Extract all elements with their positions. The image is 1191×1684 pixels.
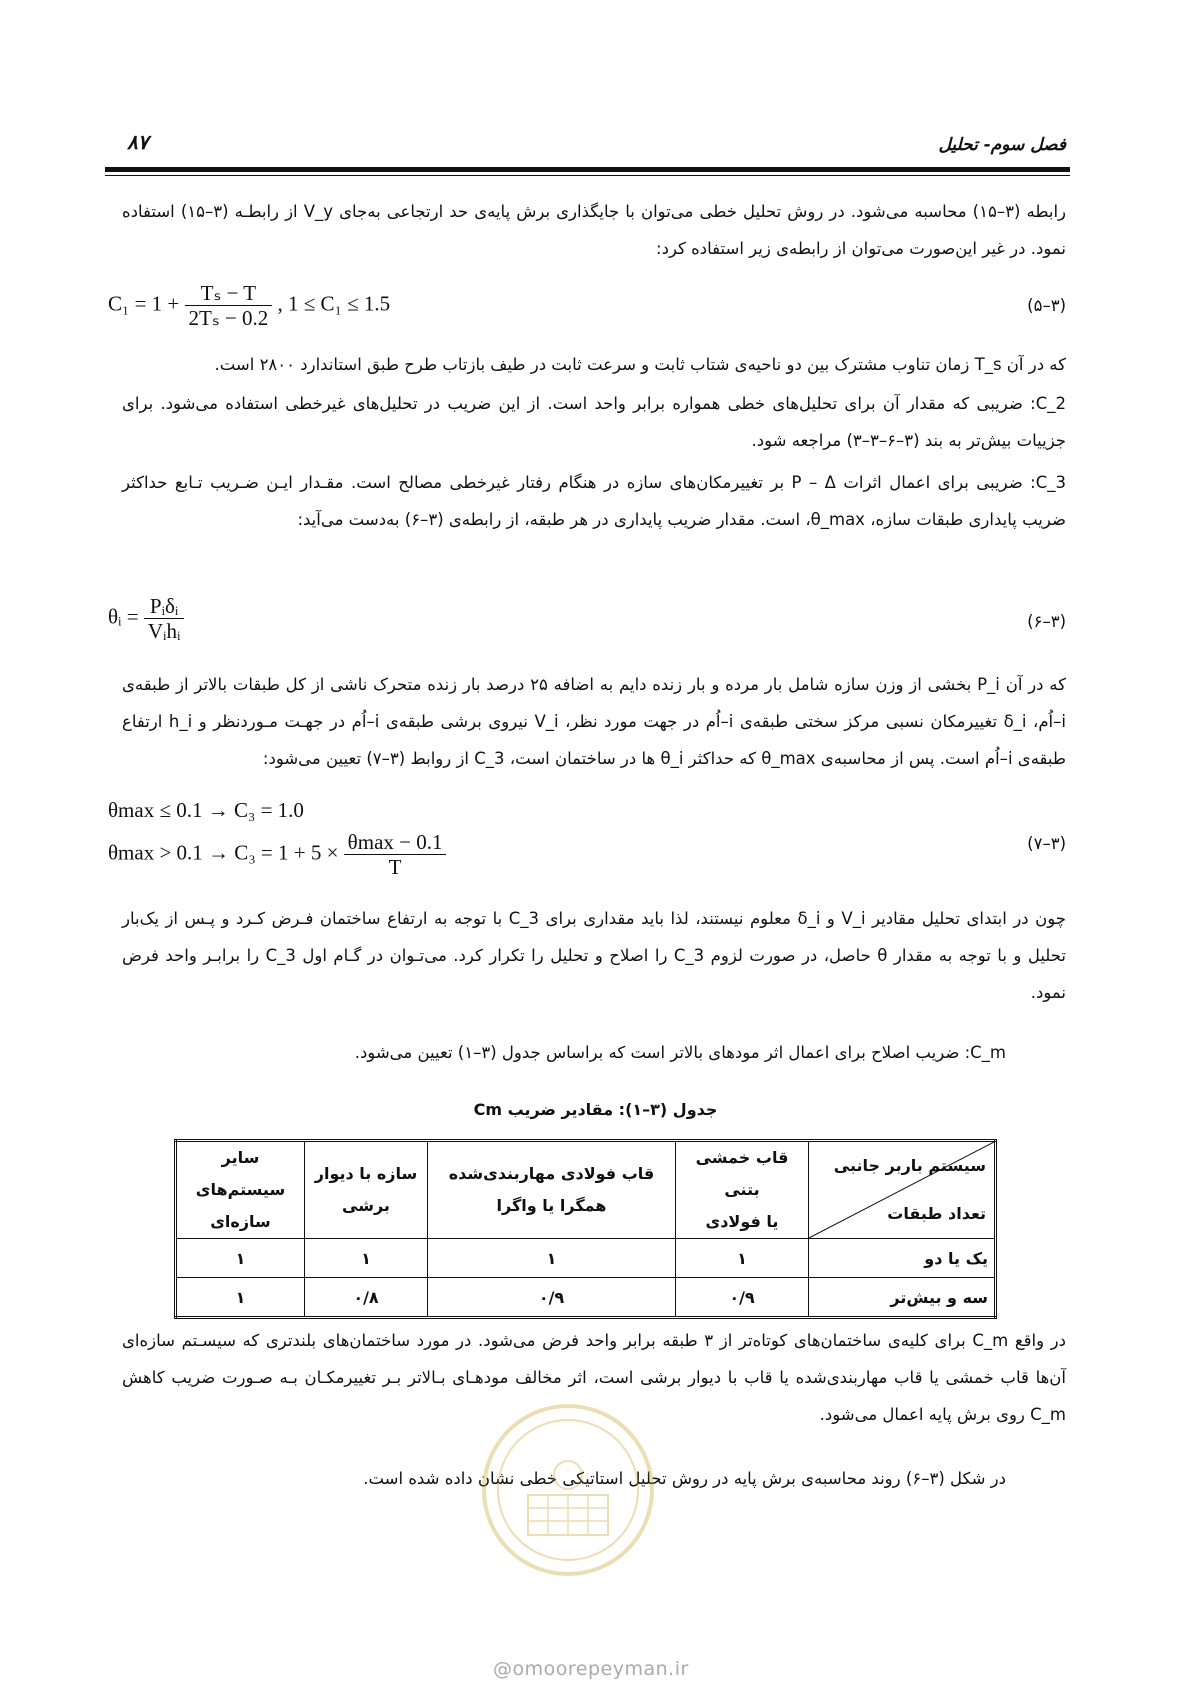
- equation-7b-numerator: θmax − 0.1: [344, 830, 447, 855]
- equation-6-number: (۳–۶): [1027, 612, 1066, 631]
- equation-6-fraction: [144, 594, 185, 643]
- paragraph-3: C_2: ضریبی که مقدار آن برای تحلیل‌های خطی همواره برابر واحد است. از این ضریب در تحلیل‌های غیرخطی استفاده می‌شود. برای جزییات بیش‌تر به بند (۳–۶–۳–۳) مراجعه شود.: [122, 394, 1066, 450]
- equation-7-number: (۳–۷): [1027, 834, 1066, 853]
- table-cell: ۱: [176, 1278, 305, 1318]
- table-row-label: یک یا دو: [809, 1239, 996, 1278]
- paragraph-1: رابطه (۳–۱۵) محاسبه می‌شود. در روش تحلیل خطی می‌توان با جایگذاری برش پایه‌ی حد ارتجاعی به‌جای V_y از رابطـه (۳–۱۵) استفاده نمود. در غیر این‌صورت می‌توان از رابطه‌ی زیر استفاده کرد:: [122, 202, 1067, 258]
- chapter-title: فصل سوم- تحلیل: [938, 135, 1066, 155]
- column-header-line2: یا فولادی: [705, 1212, 779, 1231]
- column-header-line2: سازه‌ای: [210, 1212, 271, 1231]
- paragraph-9: در شکل (۳–۶) روند محاسبه‌ی برش پایه در روش تحلیل استاتیکی خطی نشان داده شده است.: [363, 1469, 1006, 1488]
- column-header-line1: قاب فولادی مهاربندی‌شده: [448, 1164, 655, 1183]
- table-cell: ۰/۹: [428, 1278, 676, 1318]
- column-header-line1: قاب خمشی بتنی: [695, 1148, 789, 1199]
- table-column-header: [176, 1141, 305, 1239]
- table-corner-cell: [809, 1141, 996, 1239]
- table-column-header: [428, 1141, 676, 1239]
- table-column-header: [676, 1141, 809, 1239]
- table-corner-bottom: تعداد طبقات: [887, 1204, 986, 1223]
- equation-5-fraction: [185, 281, 273, 330]
- table-cell: ۱: [676, 1239, 809, 1278]
- paragraph-8: در واقع C_m برای کلیه‌ی ساختمان‌های کوتاه‌تر از ۳ طبقه برابر واحد فرض می‌شود. در مورد ساختمان‌های بلندتری که سیسـتم سازه‌ای آن‌ها قاب خمشی یا قاب مهاربندی‌شده یا قاب با دیوار برشی است، اثر مخالف مودهـای بـالاتر بـر تغییرمکـان بـه صـورت ضریب کاهش C_m روی برش پایه اعمال می‌شود.: [122, 1331, 1066, 1424]
- equation-5-numerator: Tₛ − T: [185, 281, 273, 306]
- equation-6-numerator: Pᵢδᵢ: [144, 594, 185, 619]
- paragraph-4: C_3: ضریبی برای اعمال اثرات P – Δ بر تغییرمکان‌های سازه در هنگام رفتار غیرخطی مصالح است. مقـدار ایـن ضـریب تـابع حداکثر ضریب پایداری طبقات سازه، θ_max، است. مقدار ضریب پایداری در هر طبقه، از رابطه‌ی (۳–۶) به‌دست می‌آید:: [122, 473, 1066, 529]
- equation-7b-lhs: θmax > 0.1 → C₃ = 1 + 5 ×: [108, 840, 339, 865]
- table-row-label: سه و بیش‌تر: [809, 1278, 996, 1318]
- equation-7b-fraction: [344, 830, 447, 879]
- watermark-text: @omoorepeyman.ir: [493, 1658, 689, 1680]
- table-row: [176, 1278, 996, 1318]
- table-caption: جدول (۳–۱): مقادیر ضریب Cm: [473, 1100, 718, 1119]
- table-cell: ۱: [305, 1239, 428, 1278]
- table-cell: ۱: [176, 1239, 305, 1278]
- paragraph-2: که در آن T_s زمان تناوب مشترک بین دو ناحیه‌ی شتاب ثابت و سرعت ثابت در طیف بازتاب طرح طبق استاندارد ۲۸۰۰ است.: [214, 355, 1066, 374]
- cm-table: [174, 1139, 997, 1319]
- header-rule-thin: [105, 175, 1070, 176]
- equation-6-denominator: Vᵢhᵢ: [147, 619, 181, 643]
- page-number: ۸۷: [127, 130, 149, 154]
- column-header-line2: برشی: [342, 1196, 390, 1215]
- paragraph-7: C_m: ضریب اصلاح برای اعمال اثر مودهای بالاتر است که براساس جدول (۳–۱) تعیین می‌شود.: [354, 1043, 1006, 1062]
- table-header-row: [176, 1141, 996, 1239]
- header-rule-thick: [105, 167, 1070, 172]
- watermark-stamp-icon: [478, 1400, 658, 1580]
- equation-7b-denominator: T: [388, 855, 402, 879]
- equation-5-condition: , 1 ≤ C₁ ≤ 1.5: [277, 291, 391, 316]
- table-row: [176, 1239, 996, 1278]
- column-header-line1: سایر سیستم‌های: [195, 1148, 286, 1199]
- equation-5-denominator: 2Tₛ − 0.2: [188, 306, 269, 330]
- table-cell: ۰/۸: [305, 1278, 428, 1318]
- equation-7b: [108, 830, 446, 879]
- equation-5-lhs: C₁ = 1 +: [108, 291, 180, 316]
- table-corner-top: سیستم باربر جانبی: [833, 1156, 986, 1175]
- column-header-line2: همگرا یا واگرا: [496, 1196, 607, 1215]
- paragraph-5: که در آن P_i بخشی از وزن سازه شامل بار مرده و بار زنده دایم به اضافه ۲۵ درصد بار زنده متحرک ناشی از کل طبقات بالاتر از طبقه‌ی i–اُم، δ_i تغییرمکان نسبی مرکز سختی طبقه‌ی i–اُم در جهت مورد نظر، V_i نیروی برشی طبقه‌ی i–اُم در جهـت مـوردنظر و h_i ارتفاع طبقه‌ی i–اُم است. پس از محاسبه‌ی θ_max که حداکثر θ_i ها در ساختمان است، C_3 از روابط (۳–۷) تعیین می‌شود:: [122, 675, 1066, 768]
- equation-5-number: (۳–۵): [1027, 296, 1066, 315]
- table-cell: ۱: [428, 1239, 676, 1278]
- table-cell: ۰/۹: [676, 1278, 809, 1318]
- paragraph-6: چون در ابتدای تحلیل مقادیر V_i و δ_i معلوم نیستند، لذا باید مقداری برای C_3 با توجه به ارتفاع ساختمان فـرض کـرد و پـس از یک‌بار تحلیل و با توجه به مقدار θ حاصل، در صورت لزوم C_3 را اصلاح و تحلیل را تکرار کرد. می‌تـوان در گـام اول C_3 را برابـر واحد فرض نمود.: [122, 909, 1067, 1002]
- column-header-line1: سازه با دیوار: [314, 1164, 418, 1183]
- table-column-header: [305, 1141, 428, 1239]
- equation-7a: θmax ≤ 0.1 → C₃ = 1.0: [108, 798, 304, 822]
- equation-5: [108, 281, 390, 330]
- equation-6-lhs: θᵢ =: [108, 604, 139, 629]
- equation-6: [108, 594, 184, 643]
